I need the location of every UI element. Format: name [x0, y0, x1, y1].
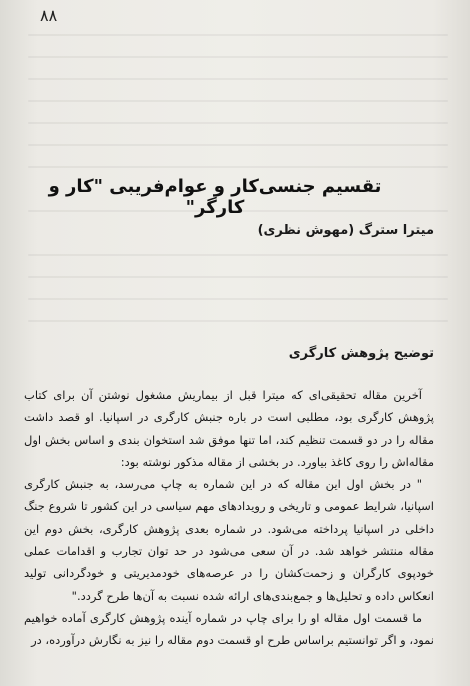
bleed-through-line: [28, 166, 448, 168]
paragraph: " در بخش اول این مقاله که در این شماره به چاپ می‌رسد، به جنبش کارگری اسپانیا، شرایط عمومی و تاریخی و رویدادهای مهم سیاسی در این کشور تا شروع جنگ داخلی در اسپانیا پرداخته می‌شود. در شماره بعدی پژوهش کارگری، بخش دوم این مقاله منتشر خواهد شد. در آن سعی می‌شود در حد توان تجارب و اقدامات عملی خودپوی کارگران و زحمت‌کشان را در عرصه‌های خودمدیریتی و خودگردانی تولید انعکاس داده و تحلیل‌ها و جمع‌بندی‌های ارائه شده نسبت به آن‌ها طرح گردد.": [24, 477, 434, 603]
paragraph: ما قسمت اول مقاله او را برای چاپ در شماره آینده پژوهش کارگری آماده خواهیم نمود، و اگر توانستیم براساس طرح او قسمت دوم مقاله را نیز به نگارش درآورده، در: [24, 610, 434, 648]
paragraph: آخرین مقاله تحقیقی‌ای که میترا قبل از بیماریش مشغول نوشتن آن برای کتاب پژوهش کارگری بود، مطلبی است در باره جنبش کارگری در اسپانیا. او قصد داشت مقاله را در دو قسمت تنظیم کند، اما تنها موفق شد استخوان بندی و اساس بخش اول مقاله‌اش را روی کاغذ بیاورد. در بخشی از مقاله مذکور نوشته بود:: [24, 388, 434, 469]
bleed-through-line: [28, 144, 448, 146]
bleed-through-line: [28, 78, 448, 80]
bleed-through-line: [28, 122, 448, 124]
bleed-through-line: [28, 254, 448, 256]
bleed-through-line: [28, 298, 448, 300]
bleed-through-line: [28, 320, 448, 322]
article-author: میترا سترگ (مهوش نظری): [257, 223, 434, 238]
bleed-through-line: [28, 276, 448, 278]
section-heading: توضیح پژوهش کارگری: [288, 346, 434, 361]
page-number: ۸۸: [40, 6, 58, 25]
bleed-through-line: [28, 56, 448, 58]
bleed-through-line: [28, 34, 448, 36]
article-title: تقسیم جنسی‌کار و عوام‌فریبی "کار و کارگر": [48, 176, 382, 218]
bleed-through-line: [28, 100, 448, 102]
article-body: [24, 384, 434, 652]
